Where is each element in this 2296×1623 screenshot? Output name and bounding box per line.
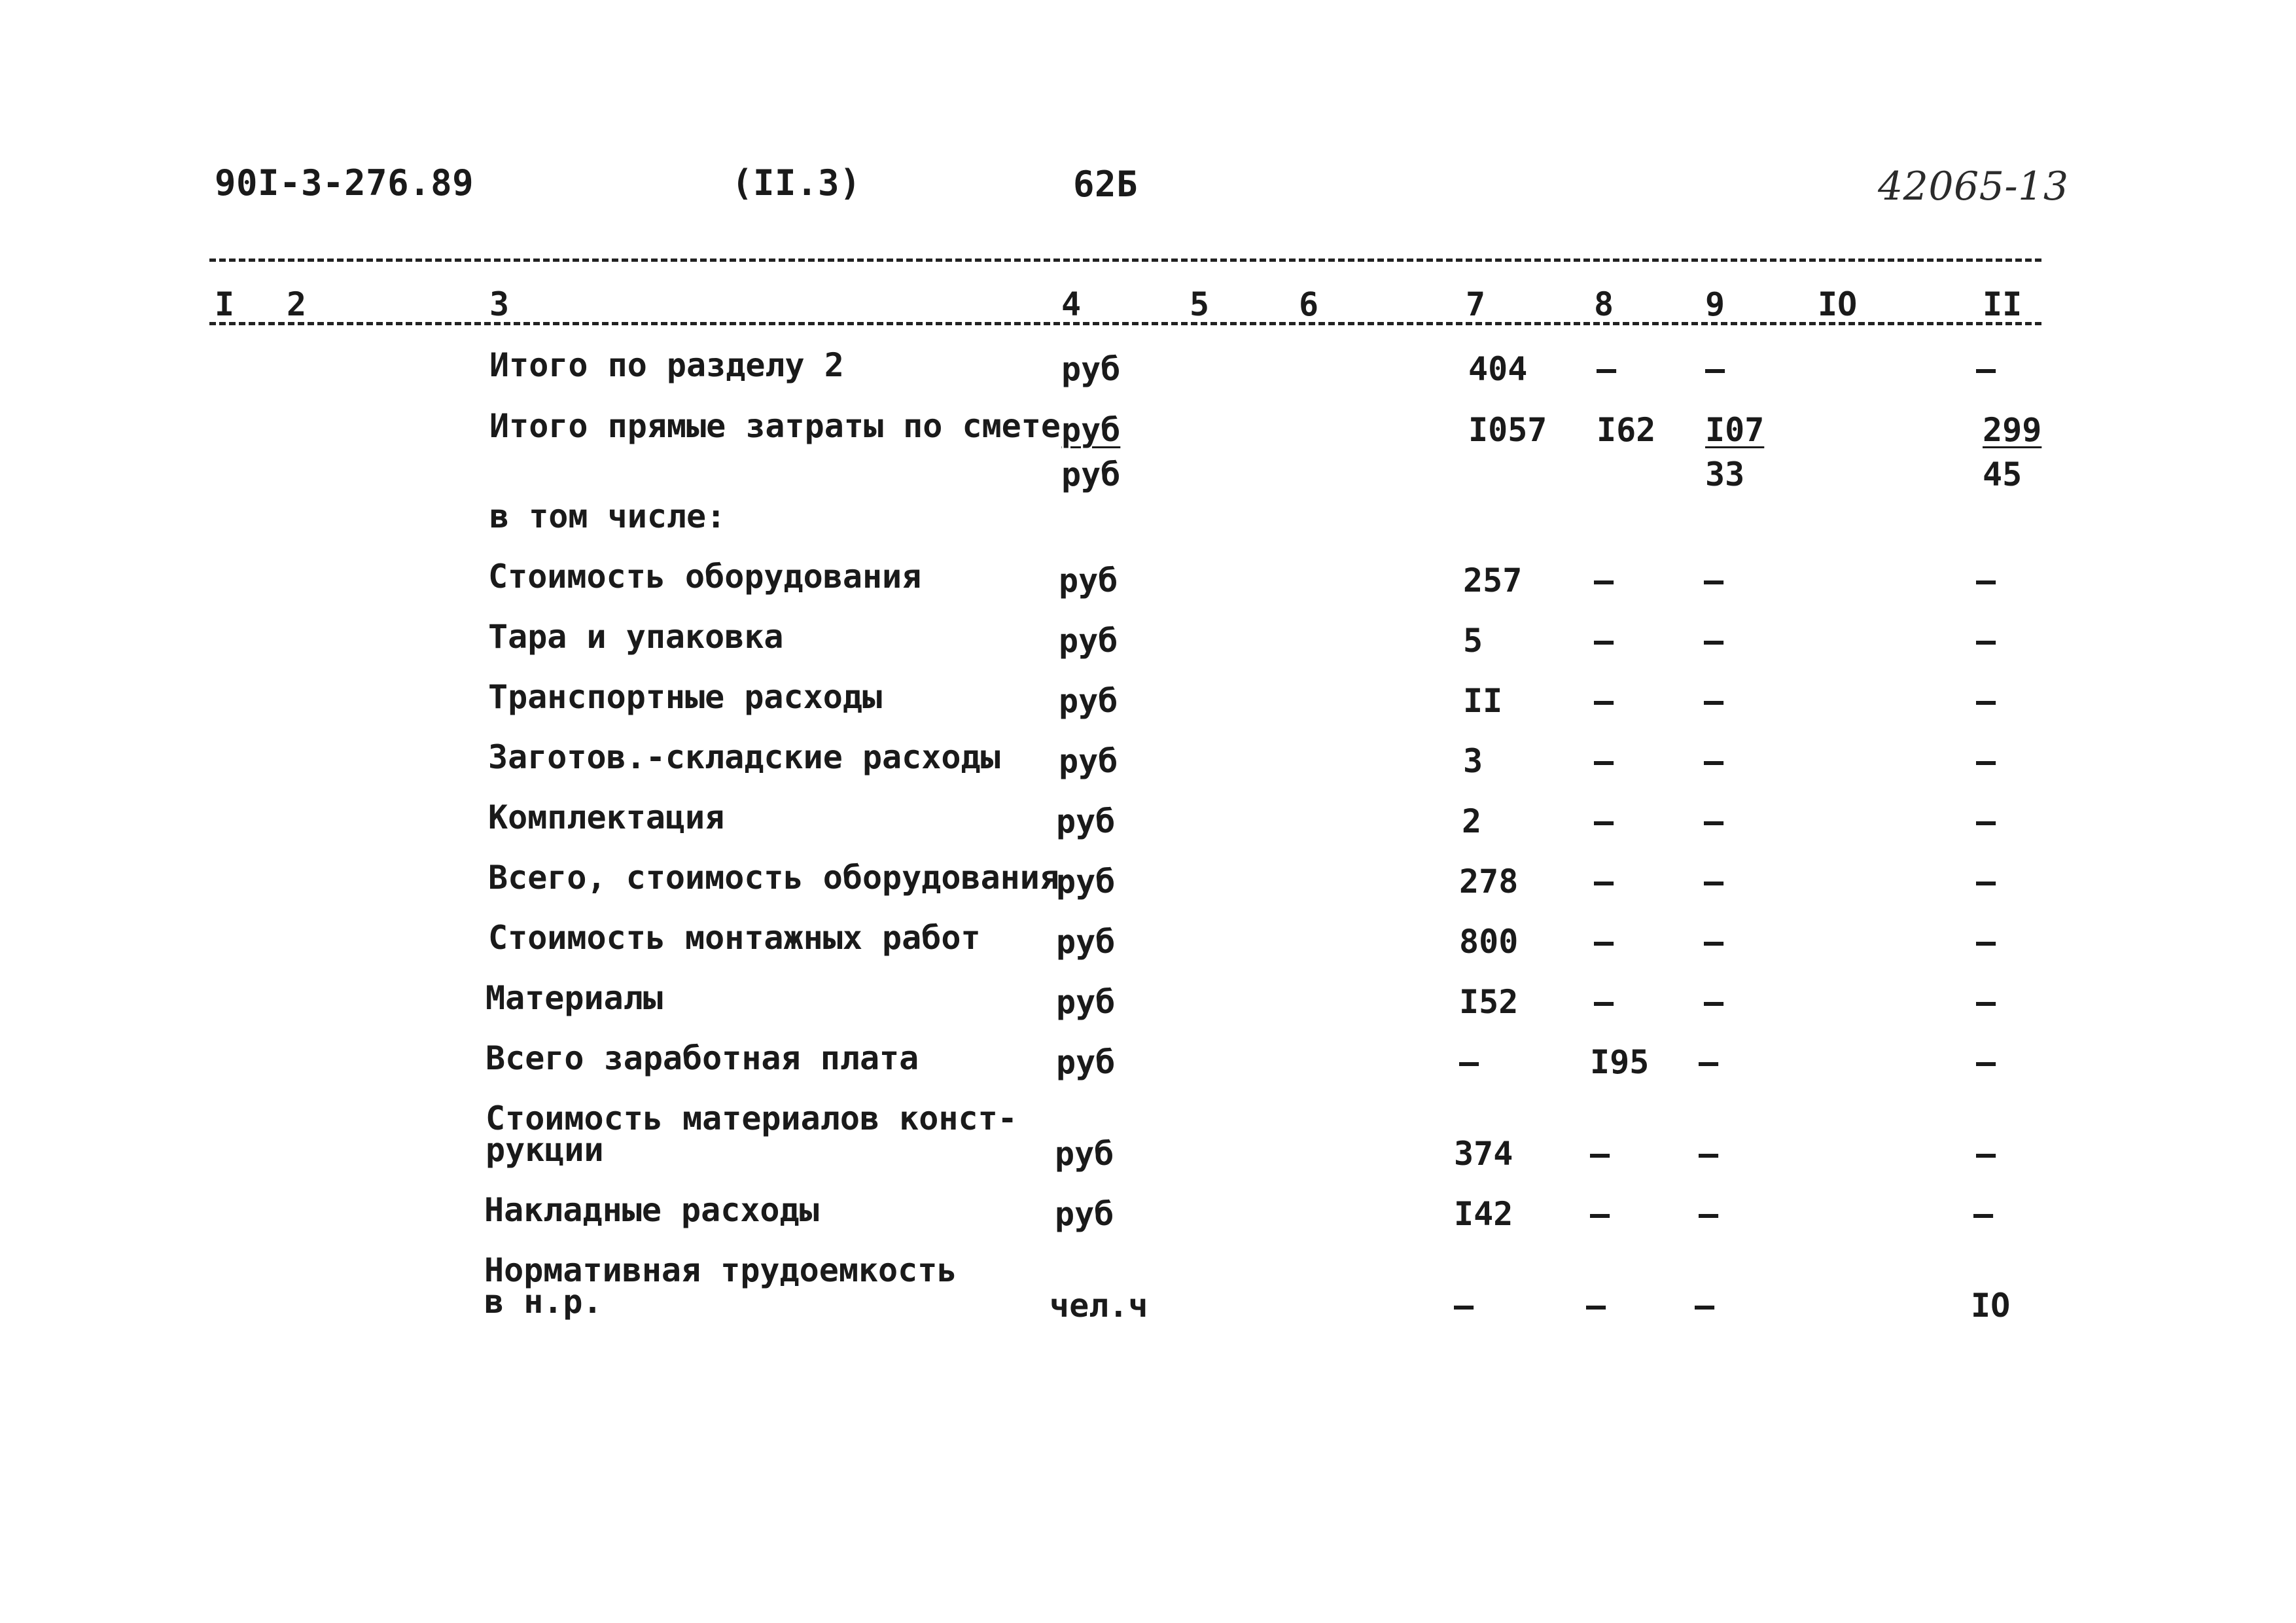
- col9-cell: –: [1704, 923, 1724, 961]
- col-num-7: 7: [1466, 285, 1486, 323]
- col-num-9: 9: [1705, 285, 1725, 323]
- col7-cell: 278: [1459, 863, 1519, 901]
- col8-cell: I95: [1590, 1043, 1650, 1081]
- unit-cell: руб: [1061, 411, 1121, 449]
- col-num-6: 6: [1299, 285, 1319, 323]
- col7-cell: I42: [1454, 1195, 1513, 1233]
- col11-cell: –: [1976, 1043, 1996, 1081]
- row-label: Накладные расходы: [484, 1191, 819, 1229]
- header-rule: [209, 259, 2041, 262]
- col9-cell: –: [1699, 1135, 1719, 1173]
- row-label-continuation: в н.р.: [484, 1283, 603, 1321]
- row-label: Материалы: [486, 979, 663, 1017]
- col7-cell: 374: [1454, 1135, 1513, 1173]
- col8-cell: –: [1590, 1195, 1610, 1233]
- col9-cell: –: [1704, 863, 1724, 901]
- col-num-2: 2: [287, 285, 307, 323]
- col8-cell: –: [1594, 682, 1614, 720]
- col7-cell: 2: [1462, 802, 1482, 840]
- unit-cell: руб: [1059, 562, 1118, 599]
- unit-cell: руб: [1059, 742, 1118, 780]
- row-label: Стоимость материалов конст-: [486, 1099, 1017, 1137]
- row-label-continuation: рукции: [486, 1131, 604, 1169]
- row-label: Тара и упаковка: [488, 618, 784, 656]
- col11-cell: –: [1976, 1135, 1996, 1173]
- col9-cell-second: 33: [1705, 455, 1745, 493]
- col11-cell: –: [1976, 742, 1996, 780]
- col9-cell: –: [1704, 562, 1724, 599]
- col9-cell: –: [1695, 1287, 1715, 1325]
- col8-cell: –: [1590, 1135, 1610, 1173]
- row-label: в том числе:: [489, 497, 726, 535]
- handwritten-inventory-number: 42065-13: [1878, 164, 2069, 209]
- col8-cell: –: [1594, 622, 1614, 660]
- col7-cell: 3: [1463, 742, 1483, 780]
- col8-cell: –: [1594, 562, 1614, 599]
- unit-cell: руб: [1056, 1043, 1116, 1081]
- unit-cell: руб: [1056, 863, 1116, 901]
- col11-cell: –: [1976, 562, 1996, 599]
- col-num-4: 4: [1061, 285, 1082, 323]
- row-label: Всего, стоимость оборудования: [488, 859, 1059, 897]
- row-label: Итого по разделу 2: [489, 346, 844, 384]
- col9-cell: –: [1699, 1195, 1719, 1233]
- row-label: Стоимость монтажных работ: [488, 919, 981, 957]
- row-label: Нормативная трудоемкость: [484, 1251, 957, 1289]
- col11-cell: –: [1976, 802, 1996, 840]
- row-label: Комплектация: [488, 798, 725, 836]
- col8-cell: I62: [1597, 411, 1656, 449]
- col-num-11: II: [1983, 285, 2022, 323]
- unit-cell: руб: [1059, 622, 1118, 660]
- col8-cell: –: [1594, 863, 1614, 901]
- col9-cell: –: [1704, 682, 1724, 720]
- unit-cell: руб: [1055, 1135, 1114, 1173]
- col-num-8: 8: [1594, 285, 1614, 323]
- unit-cell: чел.ч: [1050, 1287, 1148, 1325]
- col7-cell: 5: [1463, 622, 1483, 660]
- unit-cell: руб: [1056, 923, 1116, 961]
- col7-cell: I52: [1459, 983, 1519, 1021]
- col9-cell: –: [1699, 1043, 1719, 1081]
- col11-cell: IO: [1971, 1287, 2011, 1325]
- col11-cell: 299: [1983, 411, 2042, 449]
- col8-cell: –: [1594, 983, 1614, 1021]
- section-number: (II.3): [732, 162, 862, 204]
- row-label: Стоимость оборудования: [488, 558, 922, 596]
- col-num-10: IO: [1818, 285, 1858, 323]
- col9-cell: –: [1704, 802, 1724, 840]
- col9-cell: I07: [1705, 411, 1765, 449]
- unit-cell: руб: [1055, 1195, 1114, 1233]
- col7-cell: 404: [1468, 350, 1528, 388]
- col8-cell: –: [1597, 350, 1617, 388]
- col8-cell: –: [1586, 1287, 1606, 1325]
- col9-cell: –: [1704, 983, 1724, 1021]
- unit-cell: руб: [1056, 802, 1116, 840]
- col11-cell-second: 45: [1983, 455, 2022, 493]
- col7-cell: I057: [1468, 411, 1547, 449]
- col7-cell: –: [1454, 1287, 1474, 1325]
- col11-cell: –: [1976, 350, 1996, 388]
- page-number: 62Б: [1073, 164, 1139, 205]
- col9-cell: –: [1705, 350, 1725, 388]
- col7-cell: –: [1459, 1043, 1479, 1081]
- col-num-5: 5: [1190, 285, 1210, 323]
- col8-cell: –: [1594, 742, 1614, 780]
- col-num-3: 3: [489, 285, 510, 323]
- unit-cell: руб: [1061, 350, 1121, 388]
- col7-cell: 257: [1463, 562, 1523, 599]
- col11-cell: –: [1976, 682, 1996, 720]
- document-code: 90I-3-276.89: [215, 162, 474, 204]
- col8-cell: –: [1594, 923, 1614, 961]
- col9-cell: –: [1704, 622, 1724, 660]
- col11-cell: –: [1976, 863, 1996, 901]
- row-label: Всего заработная плата: [486, 1039, 919, 1077]
- unit-cell: руб: [1056, 983, 1116, 1021]
- col8-cell: –: [1594, 802, 1614, 840]
- col11-cell: –: [1973, 1195, 1994, 1233]
- col7-cell: 800: [1459, 923, 1519, 961]
- col11-cell: –: [1976, 983, 1996, 1021]
- unit-cell-second: руб: [1061, 455, 1121, 493]
- row-label: Итого прямые затраты по смете: [489, 407, 1061, 445]
- col-num-1: I: [215, 285, 235, 323]
- col11-cell: –: [1976, 923, 1996, 961]
- column-numbers-rule: [209, 322, 2041, 325]
- row-label: Транспортные расходы: [488, 678, 883, 716]
- row-label: Заготов.-складские расходы: [488, 738, 1000, 776]
- col9-cell: –: [1704, 742, 1724, 780]
- unit-cell: руб: [1059, 682, 1118, 720]
- col11-cell: –: [1976, 622, 1996, 660]
- col7-cell: II: [1463, 682, 1503, 720]
